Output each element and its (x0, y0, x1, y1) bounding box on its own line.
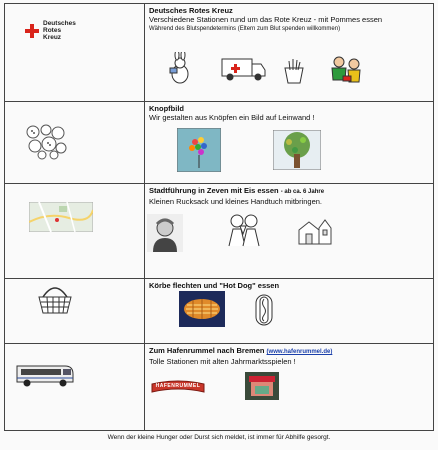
red-cross-icon (25, 24, 39, 38)
row-description: Wir gestalten aus Knöpfen ein Bild auf Leinwand ! (149, 113, 315, 122)
row-description: Tolle Stationen mit alten Jahrmarktsspielen ! (149, 357, 296, 366)
row-hafenrummel (5, 343, 433, 430)
ambulance-icon (221, 56, 267, 82)
row-hafenrummel-left (5, 344, 145, 430)
hot-dog-icon (253, 293, 275, 327)
program-table (4, 3, 434, 431)
row-button-picture-left (5, 102, 145, 183)
logo-line-3: Kreuz (43, 34, 62, 41)
row-red-cross-left (5, 4, 145, 101)
row-basket-weaving (5, 278, 433, 343)
row-description: Kleinen Rucksack und kleines Handtuch mitbringen. (149, 197, 323, 206)
logo-line-2: Rotes (43, 27, 62, 34)
row-description: Verschiedene Stationen rund um das Rote Kreuz - mit Pommes essen (149, 15, 383, 24)
row-note: Während des Blutspendetermins (Eltern zum Blut spenden willkommen) (149, 26, 341, 32)
children-eating-ice-cream-icon (225, 212, 263, 248)
portrait-man-icon (147, 214, 183, 252)
row-title: Körbe flechten und "Hot Dog" essen (149, 281, 280, 290)
fair-stand-photo-icon (245, 372, 279, 400)
row-title: Zum Hafenrummel nach Bremen (149, 346, 265, 355)
footer-note: Wenn der kleine Hunger oder Durst sich meldet, ist immer für Abhilfe gesorgt. (107, 434, 331, 441)
rabbit-cartoon-icon (167, 52, 193, 86)
row-red-cross-right (145, 4, 433, 101)
row-city-tour-left (5, 184, 145, 278)
buttons-drawing-icon (25, 124, 67, 160)
bus-icon (15, 362, 75, 388)
hafenrummel-banner-icon (151, 378, 205, 398)
woven-basket-photo-icon (179, 291, 225, 327)
church-building-icon (295, 216, 335, 246)
logo-line-1: Deutsches (43, 20, 76, 27)
map-icon (29, 202, 93, 232)
row-city-tour (5, 183, 433, 278)
row-red-cross (5, 4, 433, 101)
button-tree-picture-icon (273, 130, 321, 170)
hafenrummel-banner-text: HAFENRUMMEL (155, 383, 201, 389)
hafenrummel-link[interactable]: (www.hafenrummel.de) (266, 349, 333, 355)
red-cross-logo (25, 20, 76, 41)
first-aid-kids-icon (329, 54, 363, 86)
row-title: Stadtführung in Zeven mit Eis essen (149, 186, 279, 195)
basket-icon (37, 283, 73, 315)
age-note: - ab ca. 6 Jahre (280, 189, 325, 195)
row-basket-weaving-right (145, 279, 433, 343)
row-title: Knopfbild (149, 104, 184, 113)
row-title: Deutsches Rotes Kreuz (149, 6, 233, 15)
french-fries-icon (281, 58, 307, 84)
button-balloon-picture-icon (177, 128, 221, 172)
row-button-picture-right (145, 102, 433, 183)
row-button-picture (5, 101, 433, 183)
row-city-tour-right (145, 184, 433, 278)
row-hafenrummel-right (145, 344, 433, 430)
row-basket-weaving-left (5, 279, 145, 343)
